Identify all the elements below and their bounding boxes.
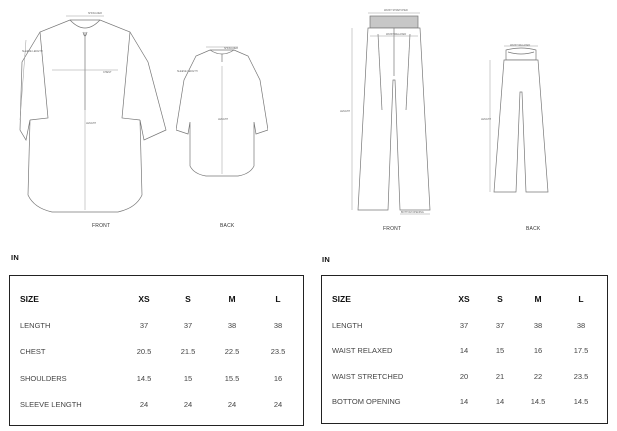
table-row-waist-stretched [322, 370, 607, 384]
row-label: SLEEVE LENGTH [20, 400, 82, 409]
cell-l: 23.5 [270, 347, 286, 356]
cell-m: 24 [227, 400, 237, 409]
header-m: M [228, 294, 236, 304]
size-table-pants [321, 275, 608, 424]
row-label: WAIST RELAXED [332, 346, 393, 355]
cell-l: 17.5 [573, 346, 589, 355]
cell-s: 21.5 [180, 347, 196, 356]
table-header-row [10, 292, 303, 306]
pants-front-illustration [338, 10, 448, 220]
row-label: SHOULDERS [20, 374, 67, 383]
header-size: SIZE [20, 294, 39, 304]
cell-m: 22 [533, 372, 543, 381]
cell-l: 38 [273, 321, 283, 330]
cell-s: 14 [495, 397, 505, 406]
table-row-bottom-opening [322, 395, 607, 409]
cell-m: 38 [533, 321, 543, 330]
size-table-dress [9, 275, 304, 426]
row-label: CHEST [20, 347, 46, 356]
table-row-length [322, 319, 607, 333]
cell-xs: 37 [459, 321, 469, 330]
row-label: LENGTH [20, 321, 51, 330]
cell-l: 24 [273, 400, 283, 409]
cell-s: 15 [495, 346, 505, 355]
pants-back-illustration [488, 44, 554, 196]
row-label: BOTTOM OPENING [332, 397, 401, 406]
caption-front-pants: FRONT [383, 226, 402, 232]
header-xs: XS [138, 294, 150, 304]
row-label: LENGTH [332, 321, 363, 330]
cell-m: 38 [227, 321, 237, 330]
cell-m: 22.5 [224, 347, 240, 356]
cell-m: 14.5 [530, 397, 546, 406]
cell-s: 37 [183, 321, 193, 330]
caption-back-pants: BACK [526, 226, 541, 232]
header-s: S [497, 294, 503, 304]
cell-xs: 14 [459, 346, 469, 355]
header-l: L [275, 294, 281, 304]
cell-m: 16 [533, 346, 543, 355]
table-row-shoulders [10, 372, 303, 386]
table-row-chest [10, 345, 303, 359]
header-l: L [578, 294, 584, 304]
cell-l: 14.5 [573, 397, 589, 406]
dress-front-illustration [18, 10, 168, 220]
dress-back-illustration [176, 46, 268, 178]
cell-xs: 14 [459, 397, 469, 406]
cell-l: 38 [576, 321, 586, 330]
header-xs: XS [458, 294, 470, 304]
caption-back-dress: BACK [220, 223, 235, 229]
header-s: S [185, 294, 191, 304]
cell-s: 37 [495, 321, 505, 330]
table-row-waist-relaxed [322, 344, 607, 358]
caption-front-dress: FRONT [92, 223, 111, 229]
cell-xs: 14.5 [136, 374, 152, 383]
cell-l: 16 [273, 374, 283, 383]
table-header-row [322, 292, 607, 306]
unit-label-right: IN [322, 255, 331, 264]
cell-xs: 37 [139, 321, 149, 330]
row-label: WAIST STRETCHED [332, 372, 404, 381]
header-size: SIZE [332, 294, 351, 304]
table-row-length [10, 319, 303, 333]
cell-s: 21 [495, 372, 505, 381]
cell-s: 15 [183, 374, 193, 383]
unit-label-left: IN [11, 253, 20, 262]
cell-s: 24 [183, 400, 193, 409]
cell-l: 23.5 [573, 372, 589, 381]
cell-xs: 20 [459, 372, 469, 381]
cell-m: 15.5 [224, 374, 240, 383]
cell-xs: 20.5 [136, 347, 152, 356]
table-row-sleeve-length [10, 398, 303, 412]
header-m: M [534, 294, 542, 304]
cell-xs: 24 [139, 400, 149, 409]
